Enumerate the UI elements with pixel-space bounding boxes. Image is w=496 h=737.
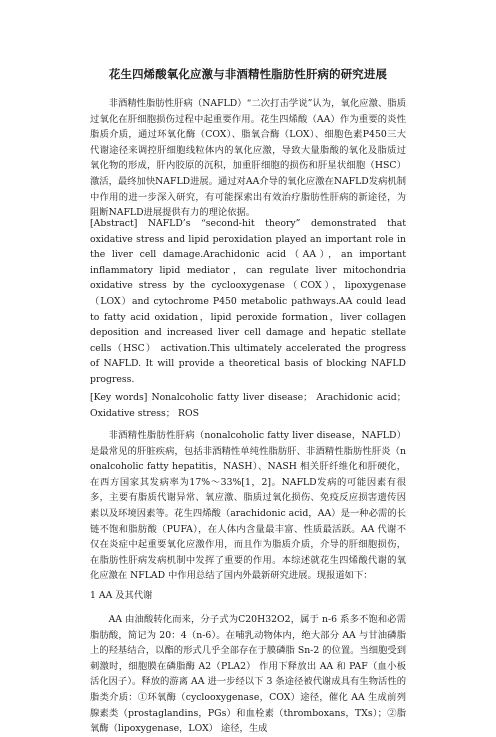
chinese-abstract: 非酒精性脂肪性肝病（NAFLD）“二次打击学说”认为，氧化应激、脂质过氧化在肝细胞损伤过程中起重要作用。花生四烯酸（AA）作为重要的炎性脂质介质，通过环氧化酶（COX）、脂氧合酶（LOX）、细胞色素P450三大代谢途径来调控肝细胞线粒体内的氧化应激，导致大量脂酸的氧化及脂质过氧化物的形成，肝内胶原的沉积，加重肝细胞的损伤和肝星状细胞（HSC）激活，最终加快NAFLD进展。通过对AA介导的氧化应激在NAFLD发病机制中作用的进一步深入研究，有可能探索出有效治疗脂肪性肝病的新途径，为阻断NAFLD进展提供有力的理论依据。 <box>90 98 406 219</box>
introduction-paragraph: 非酒精性脂肪性肝病（nonalcoholic fatty liver disease，NAFLD）是最常见的肝脏疾病，包括非酒精性单纯性脂肪肝、非酒精性脂肪性肝炎（nonalcoholic fatty hepatitis，NASH）、NASH 相关肝纤维化和肝硬化，在西方国家其发病率为17%～33%[1，2]。NAFLD发病的可能因素有很多，主要有脂质代谢异常、氧应激、脂质过氧化损伤、免疫反应损害遗传因素以及环境因素等。花生四烯酸（arachidonic acid，AA）是一种必需的长链不饱和脂肪酸（PUFA），在人体内含量最丰富、性质最活跃。AA 代谢不仅在炎症中起重要氧化应激作用，而且作为脂质介质，介导的肝细胞损伤，在脂肪性肝病发病机制中发挥了重要的作用。本综述就花生四烯酸代谢的氧化应激在 NFLAD 中作用总结了国内外最新研究进展。现报道如下： <box>90 430 406 582</box>
english-abstract: [Abstract] NAFLD’s “second-hit theory” demonstrated that oxidative stress and lipid peroxidation played an important role in the liver cell damage.Arachidonic acid（AA），an important inflammatory lipid mediator，can regulate liver mitochondria oxidative stress by the cyclooxygenase（COX），lipoxygenase（LOX）and cytochrome P450 metabolic pathways.AA could lead to fatty acid oxidation，lipid peroxide formation，liver collagen deposition and increased liver cell damage and hepatic stellate cells（HSC） activation.This ultimately accelerated the progress of NAFLD. It will provide a theoretical basis of blocking NAFLD progress. <box>90 218 406 385</box>
document-title: 花生四烯酸氧化应激与非酒精性脂肪性肝病的研究进展 <box>108 67 388 81</box>
keywords: [Key words] Nonalcoholic fatty liver disease； Arachidonic acid； Oxidative stress； ROS <box>90 392 406 419</box>
section-heading: 1 AA 及其代谢 <box>90 590 153 601</box>
section-body: AA 由油酸转化而来，分子式为C20H32O2，属于 n-6 系多不饱和必需脂肪酸，简记为 20：4（n-6）。在哺乳动物体内，绝大部分 AA 与甘油磷脂上的羟基结合，以酯的形式几乎全部存在于膜磷脂 Sn-2 的位置。当细胞受到刺激时，细胞膜在磷脂酶 A2（PLA2） 作用下释放出 AA 和 PAF（血小板活化因子）。释放的游离 AA 进一步经以下 3 条途径被代谢成具有生物活性的脂类介质：①环氧酶（cyclooxygenase，COX）途径，催化 AA 生成前列腺素类（prostaglandins，PGs）和血栓素（thromboxans，TXs）；②脂氧酶（lipoxygenase，LOX） 途径，生成 <box>90 614 406 735</box>
